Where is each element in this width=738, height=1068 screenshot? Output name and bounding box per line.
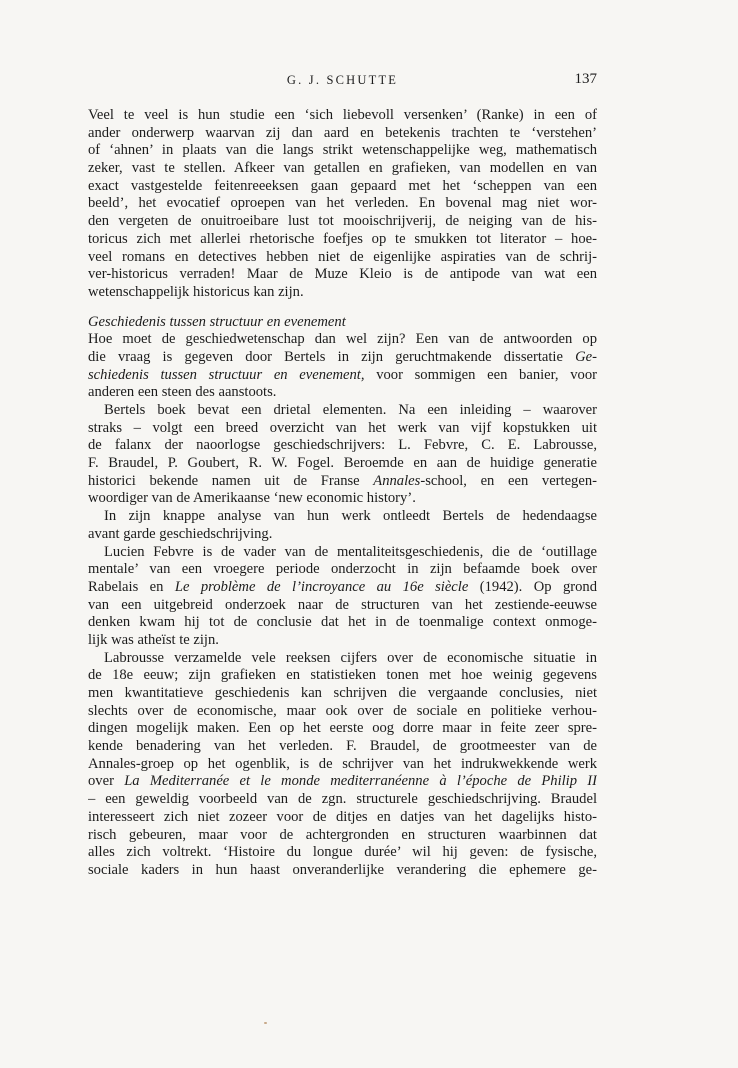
- text-line: [88, 349, 597, 367]
- text-line: Lucien Febvre is de vader van de mentaliteitsgeschiedenis, die de ‘outillage: [104, 543, 597, 560]
- text-line: ander onderwerp waarvan zij dan aard en betekenis trachten te ‘verstehen’: [88, 124, 597, 141]
- paragraph-gap: [88, 302, 597, 314]
- text-line: wetenschappelijk historicus kan zijn.: [88, 283, 304, 300]
- text-line: ver-historicus verraden! Maar de Muze Kleio is de antipode van wat een: [88, 266, 597, 283]
- text-run: die vraag is gegeven door Bertels in zijn geruchtmakende dissertatie: [88, 348, 576, 365]
- text-line: den vergeten de onuitroeibare lust tot mooischrijverij, de neiging van de his-: [88, 213, 597, 230]
- paragraph: [88, 402, 597, 508]
- text-line: – een geweldig voorbeeld van de zgn. structurele geschiedschrijving. Braudel: [88, 791, 597, 808]
- paragraph: [88, 331, 597, 402]
- text-run: voor sommigen een banier, voor: [364, 366, 597, 383]
- text-line: toricus zich met allerlei rhetorische foefjes op te smukken tot literator – hoe-: [88, 230, 597, 247]
- text-line: alles zich voltrekt. ‘Histoire du longue durée’ wil hij geven: de fysische,: [88, 844, 597, 861]
- text-line: interesseert zich niet zozeer voor de ditjes en datjes van het dagelijks histo-: [88, 808, 597, 825]
- paper-speck: [264, 1022, 267, 1024]
- text-line: [88, 473, 597, 491]
- text-line: beeld’, het evocatief oproepen van het verleden. En bovenal mag niet wor-: [88, 195, 597, 212]
- book-title: Ge-: [575, 348, 597, 365]
- body-text: [88, 107, 597, 880]
- text-line: de 18e eeuw; zijn grafieken en statistieken tonen met hoe weinig gegevens: [88, 667, 597, 684]
- text-line: men kwantitatieve geschiedenis kan schrijven die vergaande conclusies, niet: [88, 685, 597, 701]
- book-title: Le problème de l’incroyance au 16e siècle: [174, 578, 469, 595]
- text-line: Labrousse verzamelde vele reeksen cijfers over de economische situatie in: [104, 649, 597, 666]
- text-line: mentale’ van een vroegere periode onderzocht in zijn befaamde boek over: [88, 561, 597, 578]
- text-line: lijk was atheïst te zijn.: [88, 631, 219, 648]
- paragraph: [88, 650, 597, 880]
- text-line: denken kwam hij tot de conclusie dat het in de toenmalige context onmoge-: [88, 614, 597, 631]
- text-run: historici bekende namen uit de Franse: [88, 472, 374, 489]
- text-line: [88, 773, 597, 791]
- text-run: (1942). Op grond: [468, 578, 597, 595]
- text-line: kende benadering van het verleden. F. Braudel, de grootmeester van de: [88, 738, 597, 755]
- text-line: Hoe moet de geschiedwetenschap dan wel zijn? Een van de antwoorden op: [88, 331, 597, 348]
- text-line: exact vastgestelde feitenreeeksen gaan gepaard met het ‘scheppen van een: [88, 177, 597, 194]
- text-line: [88, 579, 597, 597]
- book-title: schiedenis tussen structuur en evenement,: [88, 366, 365, 383]
- running-header: [88, 71, 597, 91]
- text-line: avant garde geschiedschrijving.: [88, 525, 273, 542]
- text-line: [88, 367, 597, 385]
- text-line: slechts over de economische, maar ook over de sociale en politieke verhou-: [88, 702, 597, 719]
- page-number: 137: [574, 71, 597, 87]
- text-line: Veel te veel is hun studie een ‘sich liebevoll versenken’ (Ranke) in een of: [88, 107, 597, 123]
- text-line: Annales-groep op het ogenblik, is de schrijver van het indrukwekkende werk: [88, 755, 597, 772]
- journal-title: Annales: [373, 472, 421, 489]
- text-line: Bertels boek bevat een drietal elementen. Na een inleiding – waarover: [104, 402, 597, 418]
- text-line: van een uitgebreid onderzoek naar de structuren van het zestiende-eeuwse: [88, 596, 597, 613]
- text-line: de falanx der naoorlogse geschiedschrijvers: L. Febvre, C. E. Labrousse,: [88, 437, 597, 454]
- text-line: sociale kaders in hun haast onveranderlijke verandering die ephemere ge-: [88, 861, 597, 878]
- text-line: woordiger van de Amerikaanse ‘new economic history’.: [88, 490, 416, 507]
- text-run: -school, en een vertegen-: [420, 472, 597, 489]
- paragraph: [88, 544, 597, 650]
- text-line: veel romans en detectives hebben niet de eigenlijke aspiraties van de schrij-: [88, 248, 597, 265]
- text-run: Rabelais en: [88, 578, 175, 595]
- text-line: F. Braudel, P. Goubert, R. W. Fogel. Beroemde en aan de huidige generatie: [88, 455, 597, 472]
- paragraph: [88, 508, 597, 543]
- text-line: straks – volgt een breed overzicht van het werk van vijf kopstukken uit: [88, 419, 597, 436]
- section-heading: Geschiedenis tussen structuur en evenement: [88, 313, 346, 330]
- text-line: In zijn knappe analyse van hun werk ontleedt Bertels de hedendaagse: [104, 508, 597, 525]
- text-line: risch gebeuren, maar voor de achtergronden en structuren waarbinnen dat: [88, 826, 597, 843]
- text-run: over: [88, 773, 125, 790]
- text-line: of ‘ahnen’ in plaats van die langs strikt wetenschappelijke weg, mathematisch: [88, 142, 597, 159]
- text-line: dingen mogelijk maken. Een op het eerste oog dorre maar in feite zeer spre-: [88, 720, 597, 737]
- running-head-author: G. J. SCHUTTE: [286, 73, 399, 87]
- paragraph: [88, 107, 597, 302]
- book-title: La Mediterranée et le monde mediterranéenne à l’époche de Philip II: [124, 773, 597, 790]
- text-line: anderen een steen des aanstoots.: [88, 384, 277, 401]
- text-line: zeker, vast te stellen. Afkeer van getallen en grafieken, van modellen en van: [88, 160, 597, 177]
